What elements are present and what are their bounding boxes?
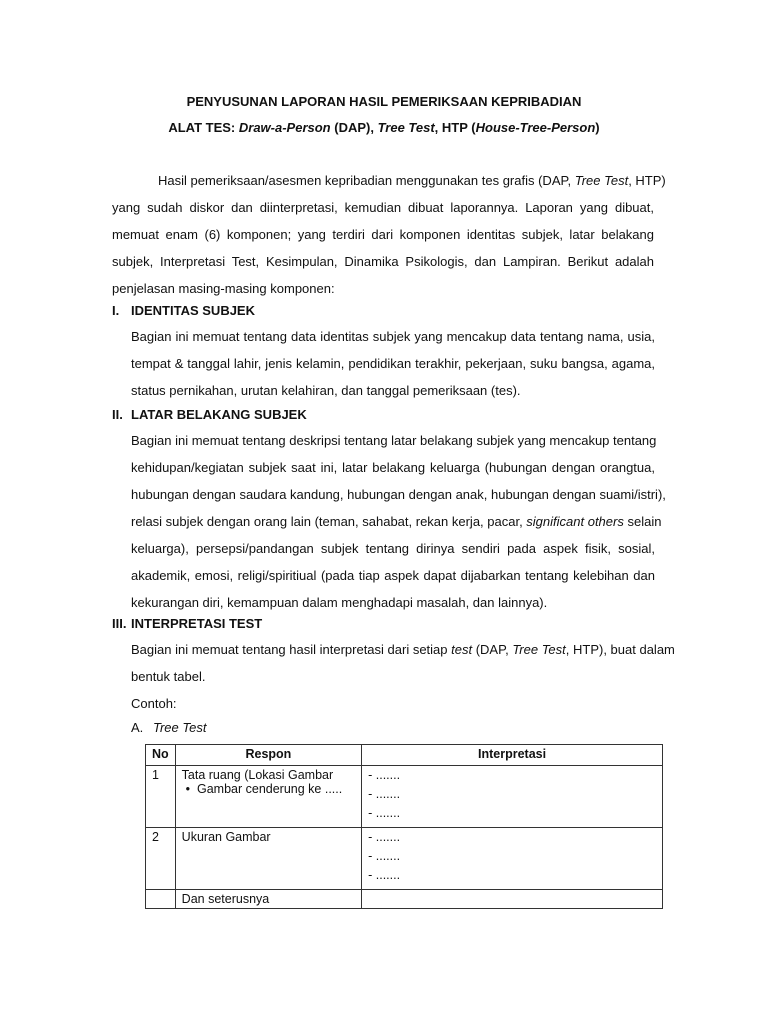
interp-item: - ....... xyxy=(368,849,401,863)
intro-line: memuat enam (6) komponen; yang terdiri dari komponen identitas subjek, latar belakang xyxy=(112,227,654,242)
section-2-line: relasi subjek dengan orang lain (teman, sahabat, rekan kerja, pacar, significant others selain xyxy=(131,514,662,529)
subtitle-htp-abbr: , HTP ( xyxy=(434,120,476,135)
table-row xyxy=(146,766,663,828)
section-2-heading xyxy=(112,407,307,422)
section-2-title: LATAR BELAKANG SUBJEK xyxy=(131,407,307,422)
document-title: PENYUSUNAN LAPORAN HASIL PEMERIKSAAN KEPRIBADIAN xyxy=(186,94,582,109)
section-2-body xyxy=(131,427,666,616)
cell-no: 1 xyxy=(146,766,176,828)
section-1-line: Bagian ini memuat tentang data identitas subjek yang mencakup data tentang nama, usia, xyxy=(131,329,655,344)
interp-item: - ....... xyxy=(368,787,401,801)
table-header-row xyxy=(146,745,663,766)
interp-item: - ....... xyxy=(368,768,401,782)
table-row xyxy=(146,890,663,909)
section-1-title: IDENTITAS SUBJEK xyxy=(131,303,255,318)
section-2-line: akademik, emosi, religi/spiritiual (pada tiap aspek dapat dijabarkan tentang kelebihan dan xyxy=(131,568,655,583)
intro-line: subjek, Interpretasi Test, Kesimpulan, Dinamika Psikologis, dan Lampiran. Berikut adalah xyxy=(112,254,654,269)
interp-item: - ....... xyxy=(368,830,401,844)
cell-interpretasi xyxy=(362,828,663,890)
section-3-heading xyxy=(112,616,262,631)
subtitle-prefix: ALAT TES: xyxy=(168,120,239,135)
header-respon: Respon xyxy=(175,745,361,766)
table-row xyxy=(146,828,663,890)
cell-interpretasi xyxy=(362,890,663,909)
header-interpretasi: Interpretasi xyxy=(362,745,663,766)
section-2-line: kehidupan/kegiatan subjek saat ini, latar belakang keluarga (hubungan dengan orangtua, xyxy=(131,460,655,475)
section-2-line: kekurangan diri, kemampuan dalam menghadapi masalah, dan lainnya). xyxy=(131,595,548,610)
cell-respon xyxy=(175,766,361,828)
document-subtitle xyxy=(0,120,768,135)
interp-item: - ....... xyxy=(368,868,401,882)
interp-item: - ....... xyxy=(368,806,401,820)
section-1-line: status pernikahan, urutan kelahiran, dan tanggal pemeriksaan (tes). xyxy=(131,383,521,398)
section-3-number: III. xyxy=(112,616,127,631)
section-2-line: Bagian ini memuat tentang deskripsi tentang latar belakang subjek yang mencakup tentang xyxy=(131,433,657,448)
subtitle-dap: Draw-a-Person xyxy=(238,120,331,135)
subtitle-htp: House-Tree-Person xyxy=(475,120,596,135)
intro-paragraph xyxy=(112,167,666,302)
intro-line: Hasil pemeriksaan/asesmen kepribadian menggunakan tes grafis (DAP, Tree Test, HTP) xyxy=(158,173,666,188)
section-1-line: tempat & tanggal lahir, jenis kelamin, pendidikan terakhir, pekerjaan, suku bangsa, agama, xyxy=(131,356,655,371)
section-1-number: I. xyxy=(112,303,120,318)
section-3-body xyxy=(131,636,675,717)
cell-no: 2 xyxy=(146,828,176,890)
subtitle-dap-abbr: (DAP), xyxy=(330,120,378,135)
section-3-line: bentuk tabel. xyxy=(131,669,206,684)
subtitle-suffix: ) xyxy=(595,120,600,135)
contoh-label: Contoh: xyxy=(131,696,177,711)
section-3-title: INTERPRETASI TEST xyxy=(131,616,263,631)
subsection-letter: A. xyxy=(131,720,144,735)
subsection-a-heading xyxy=(131,720,206,735)
cell-interpretasi xyxy=(362,766,663,828)
cell-no xyxy=(146,890,176,909)
subsection-title: Tree Test xyxy=(153,720,207,735)
section-1-heading xyxy=(112,303,255,318)
respon-bullet: • Gambar cenderung ke ..... xyxy=(185,782,343,796)
section-2-line: hubungan dengan saudara kandung, hubungan dengan anak, hubungan dengan suami/istri), xyxy=(131,487,666,502)
cell-respon: Dan seterusnya xyxy=(175,890,361,909)
section-1-body xyxy=(131,323,655,404)
cell-respon: Ukuran Gambar xyxy=(175,828,361,890)
respon-text: Tata ruang (Lokasi Gambar xyxy=(181,768,334,782)
subtitle-tree: Tree Test xyxy=(377,120,435,135)
intro-line: penjelasan masing-masing komponen: xyxy=(112,281,335,296)
intro-line: yang sudah diskor dan diinterpretasi, kemudian dibuat laporannya. Laporan yang dibuat, xyxy=(112,200,654,215)
section-3-line: Bagian ini memuat tentang hasil interpretasi dari setiap test (DAP, Tree Test, HTP), buat dalam xyxy=(131,642,675,657)
tree-test-table xyxy=(145,744,663,909)
section-2-number: II. xyxy=(112,407,123,422)
header-no: No xyxy=(146,745,176,766)
section-2-line: keluarga), persepsi/pandangan subjek tentang dirinya sendiri pada aspek fisik, sosial, xyxy=(131,541,655,556)
